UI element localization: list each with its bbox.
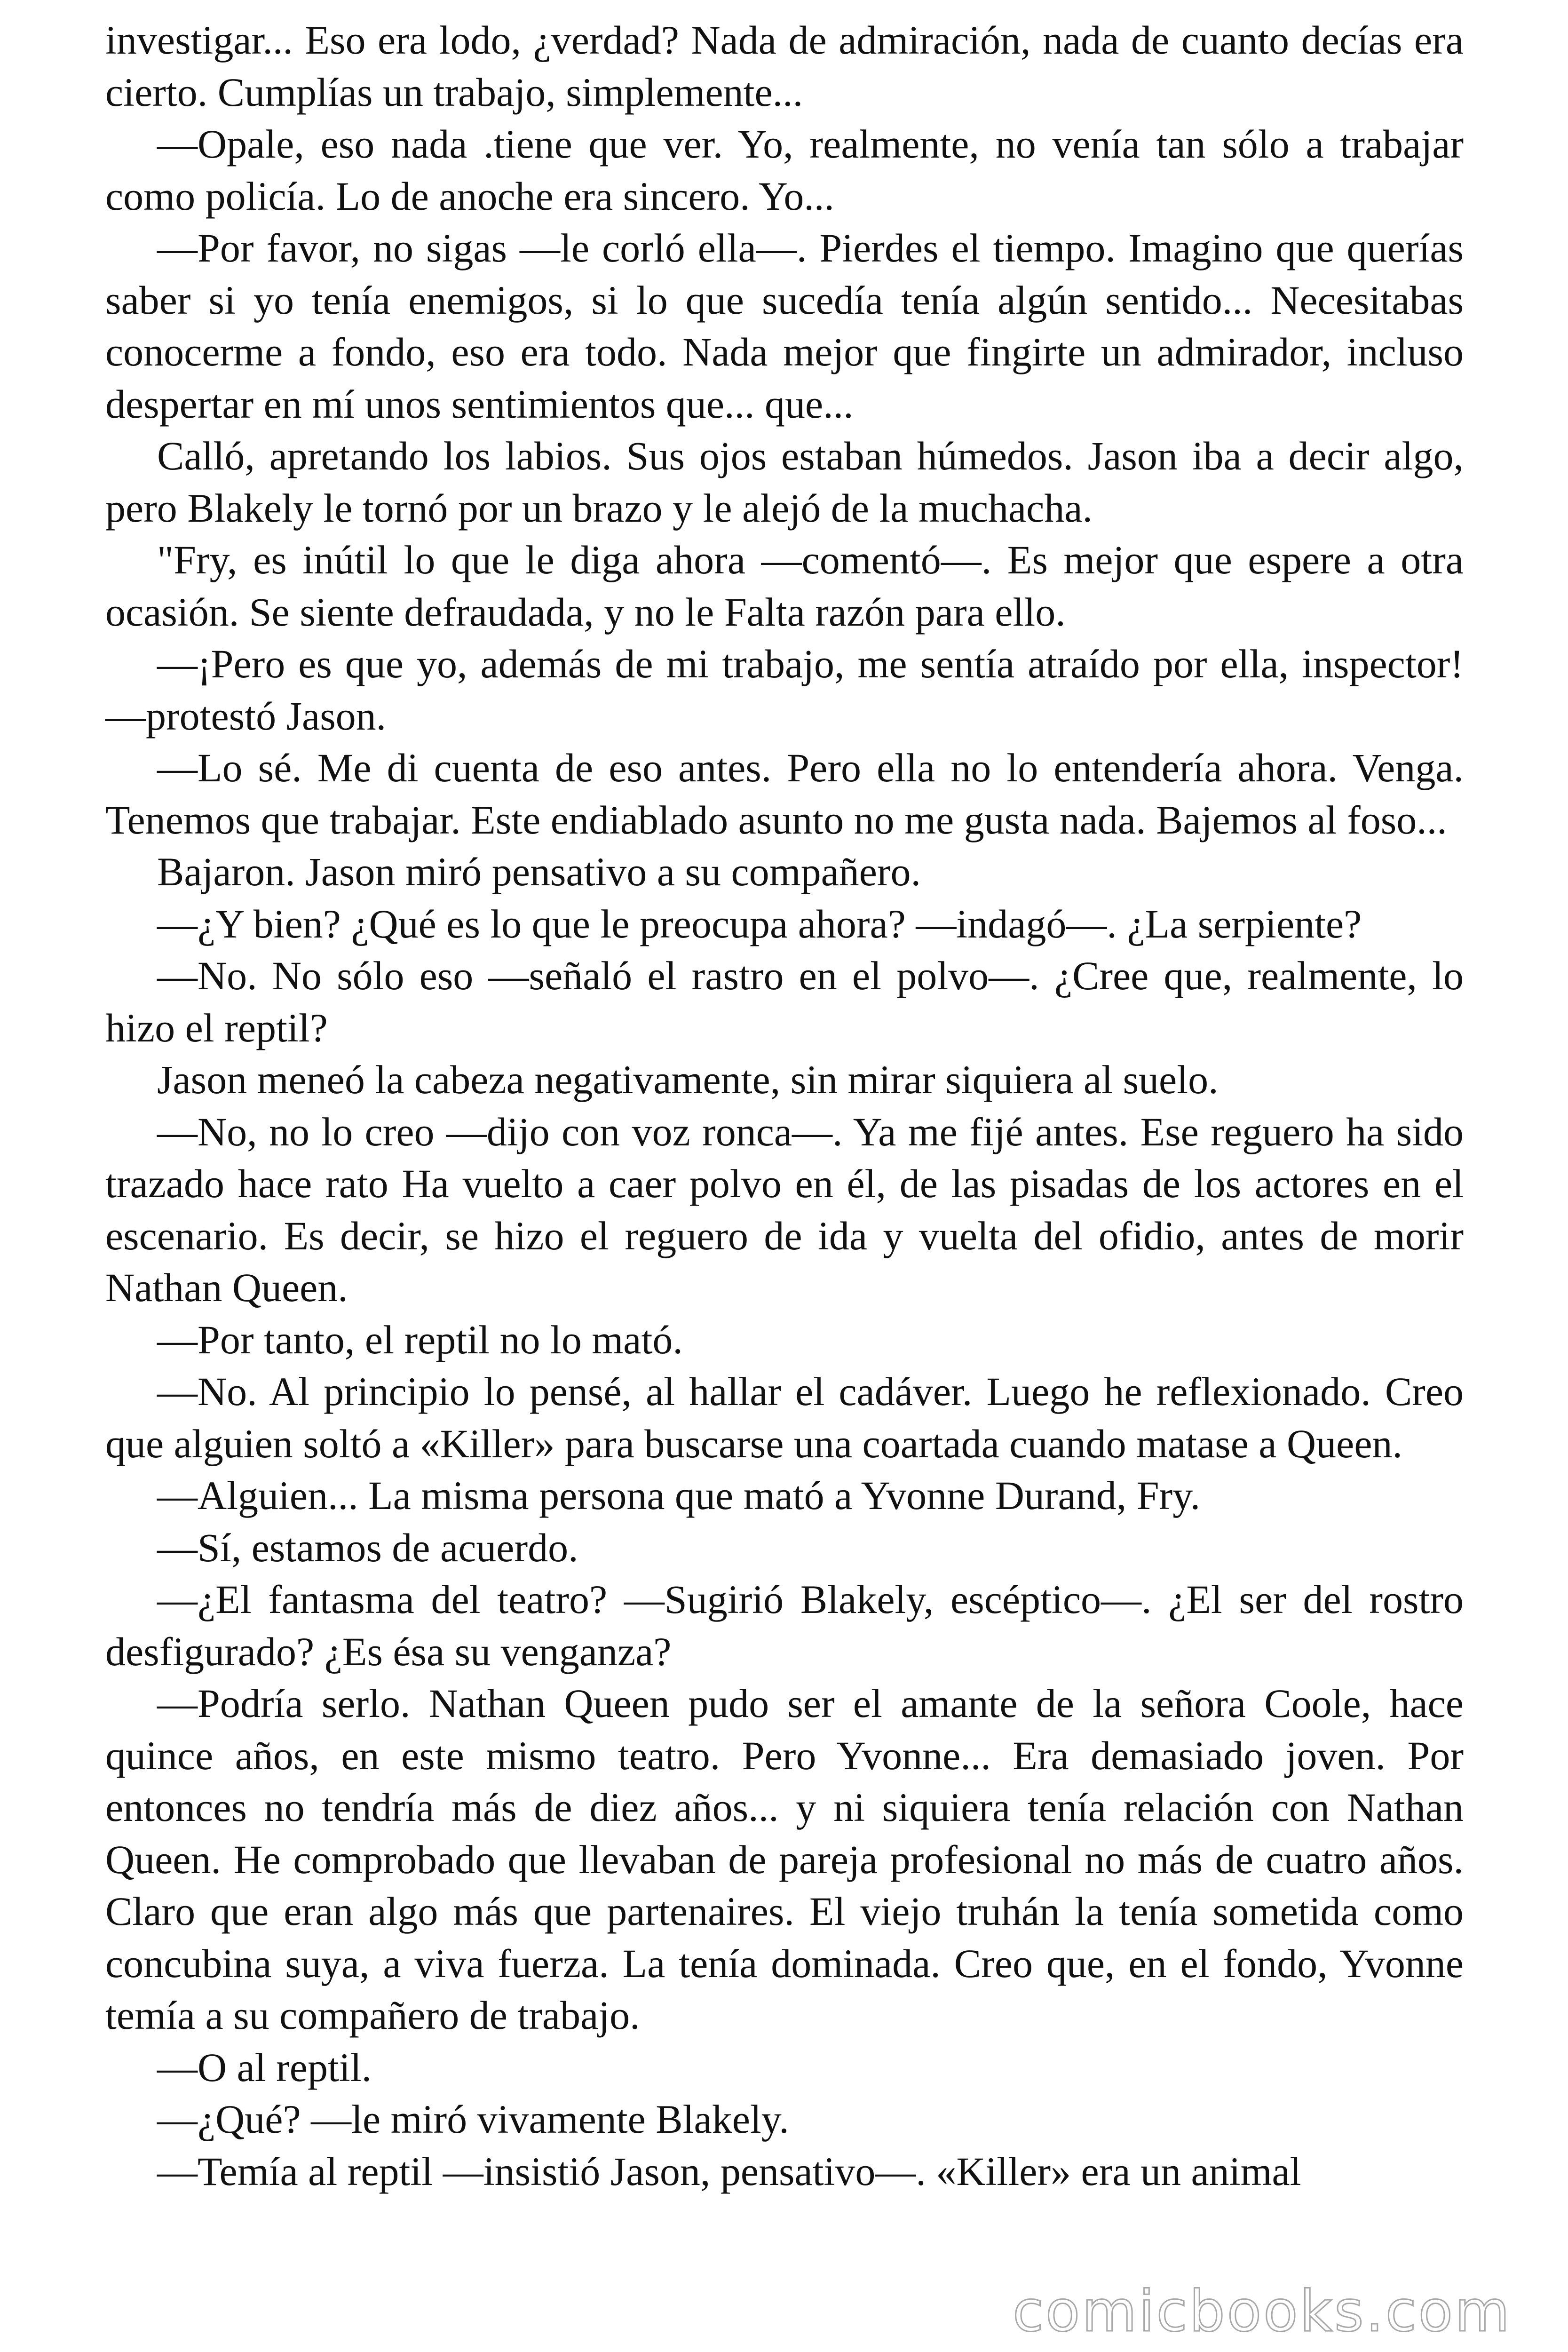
paragraph-4: Calló, apretando los labios. Sus ojos estaban húmedos. Jason iba a decir algo, pero Blakely le tornó por un brazo y le alejó de la muchacha. <box>105 433 1464 531</box>
paragraph-12: —No, no lo creo —dijo con voz ronca—. Ya me fijé antes. Ese reguero ha sido trazado hace rato Ha vuelto a caer polvo en él, de las pisadas de los actores en el escenario. Es decir, se hizo el reguero de ida y vuelta del ofidio, antes de morir Nathan Queen. <box>105 1109 1464 1310</box>
paragraph-15: —Alguien... La misma persona que mató a Yvonne Durand, Fry. <box>157 1473 1201 1518</box>
paragraph-11: Jason meneó la cabeza negativamente, sin mirar siquiera al suelo. <box>157 1057 1219 1102</box>
paragraph-19: —O al reptil. <box>157 2044 372 2090</box>
paragraph-21: —Temía al reptil —insistió Jason, pensativo—. «Killer» era un animal <box>157 2148 1301 2194</box>
paragraph-16: —Sí, estamos de acuerdo. <box>157 1525 578 1570</box>
paragraph-18: —Podría serlo. Nathan Queen pudo ser el amante de la señora Coole, hace quince años, en este mismo teatro. Pero Yvonne... Era demasiado joven. Por entonces no tendría más de diez años... y ni siquiera tenía relación con Nathan Queen. He comprobado que llevaban de pareja profesional no más de cuatro años. Claro que eran algo más que partenaires. El viejo truhán la tenía sometida como concubina suya, a viva fuerza. La tenía dominada. Creo que, en el fondo, Yvonne temía a su compañero de trabajo. <box>105 1681 1464 2038</box>
paragraph-1: investigar... Eso era lodo, ¿verdad? Nada de admiración, nada de cuanto decías era cierto. Cumplías un trabajo, simplemente... <box>105 17 1464 115</box>
paragraph-14: —No. Al principio lo pensé, al hallar el cadáver. Luego he reflexionado. Creo que alguien soltó a «Killer» para buscarse una coartada cuando matase a Queen. <box>105 1369 1464 1466</box>
paragraph-7: —Lo sé. Me di cuenta de eso antes. Pero ella no lo entendería ahora. Venga. Tenemos que trabajar. Este endiablado asunto no me gusta nada. Bajemos al foso... <box>105 745 1464 842</box>
paragraph-5: "Fry, es inútil lo que le diga ahora —comentó—. Es mejor que espere a otra ocasión. Se siente defraudada, y no le Falta razón para ello. <box>105 537 1464 635</box>
paragraph-9: —¿Y bien? ¿Qué es lo que le preocupa ahora? —indagó—. ¿La serpiente? <box>157 901 1362 946</box>
paragraph-3: —Por favor, no sigas —le corló ella—. Pierdes el tiempo. Imagino que querías saber si yo tenía enemigos, si lo que sucedía tenía algún sentido... Necesitabas conocerme a fondo, eso era todo. Nada mejor que fingirte un admirador, incluso despertar en mí unos sentimientos que... que... <box>105 225 1464 427</box>
paragraph-17: —¿El fantasma del teatro? —Sugirió Blakely, escéptico—. ¿El ser del rostro desfigurado? ¿Es ésa su venganza? <box>105 1577 1464 1674</box>
paragraph-6: —¡Pero es que yo, además de mi trabajo, me sentía atraído por ella, inspector! —protestó Jason. <box>105 641 1464 739</box>
paragraph-20: —¿Qué? —le miró vivamente Blakely. <box>157 2097 789 2142</box>
paragraph-2: —Opale, eso nada .tiene que ver. Yo, realmente, no venía tan sólo a trabajar como policía. Lo de anoche era sincero. Yo... <box>105 121 1464 219</box>
paragraph-8: Bajaron. Jason miró pensativo a su compañero. <box>157 849 921 894</box>
page-text <box>105 14 1464 2197</box>
paragraph-10: —No. No sólo eso —señaló el rastro en el polvo—. ¿Cree que, realmente, lo hizo el reptil? <box>105 953 1464 1050</box>
paragraph-13: —Por tanto, el reptil no lo mató. <box>157 1317 683 1362</box>
watermark: comicbooks.com <box>1012 2279 1512 2344</box>
